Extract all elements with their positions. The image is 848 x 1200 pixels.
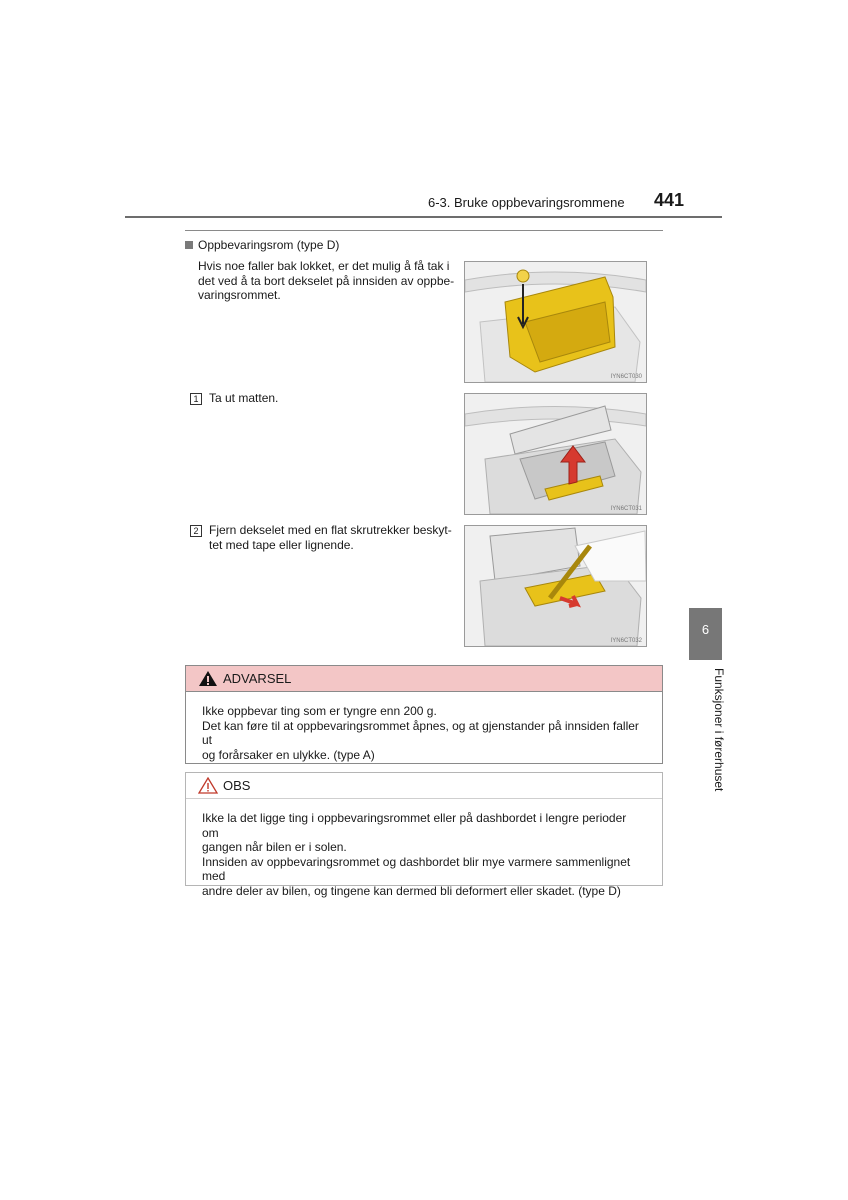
- figure-code: IYN6CT030: [610, 374, 642, 380]
- step-line: tet med tape eller lignende.: [209, 537, 354, 552]
- warning-line: Ikke oppbevar ting som er tyngre enn 200 g.: [202, 704, 437, 718]
- caution-box: [185, 772, 663, 898]
- step-1: [190, 391, 457, 406]
- intro-line: det ved å ta bort dekselet på innsiden av oppbe-: [198, 273, 455, 288]
- figure-remove-mat: [464, 393, 647, 515]
- header-rule: [125, 216, 722, 218]
- caution-line: andre deler av bilen, og tingene kan dermed bli deformert eller skadet. (type D): [202, 883, 621, 898]
- caution-line: gangen når bilen er i solen.: [202, 840, 347, 854]
- warning-line: og forårsaker en ulykke. (type A): [202, 747, 375, 762]
- warning-line: Det kan føre til at oppbevaringsrommet åpnes, og at gjenstander på innsiden faller ut: [202, 718, 639, 747]
- caution-line: Ikke la det ligge ting i oppbevaringsrommet eller på dashbordet i lengre perioder om: [202, 811, 627, 840]
- section-divider: [185, 230, 663, 231]
- figure-code: IYN6CT031: [610, 506, 642, 512]
- step-number-badge: 2: [190, 525, 202, 537]
- page-number: 441: [654, 190, 685, 210]
- warning-header: [186, 666, 662, 692]
- warning-box: [185, 665, 663, 764]
- step-2: [190, 523, 457, 552]
- warning-title: ADVARSEL: [223, 671, 292, 686]
- caution-title: OBS: [223, 778, 251, 793]
- caution-triangle-icon: [198, 777, 218, 794]
- sub-heading: [185, 238, 339, 252]
- intro-paragraph: [198, 259, 456, 303]
- figure-remove-cover: [464, 525, 647, 647]
- chapter-label: Funksjoner i førerhuset: [712, 668, 726, 792]
- figure-storage-open: [464, 261, 647, 383]
- intro-line: Hvis noe faller bak lokket, er det mulig å få tak i: [198, 259, 450, 273]
- caution-line: Innsiden av oppbevaringsrommet og dashbordet blir mye varmere sammenlignet med: [202, 854, 631, 883]
- step-line: Ta ut matten.: [209, 391, 279, 405]
- section-title: 6-3. Bruke oppbevaringsrommene: [428, 195, 625, 210]
- chapter-tab: 6: [689, 608, 722, 660]
- sub-heading-text: Oppbevaringsrom (type D): [198, 238, 340, 252]
- intro-line: varingsrommet.: [198, 288, 281, 302]
- caution-header: [186, 773, 662, 799]
- step-number-badge: 1: [190, 393, 202, 405]
- bullet-square-icon: [185, 241, 193, 249]
- step-line: Fjern dekselet med en flat skrutrekker beskyt-: [209, 523, 452, 537]
- warning-triangle-icon: [198, 670, 218, 687]
- figure-code: IYN6CT032: [610, 638, 642, 644]
